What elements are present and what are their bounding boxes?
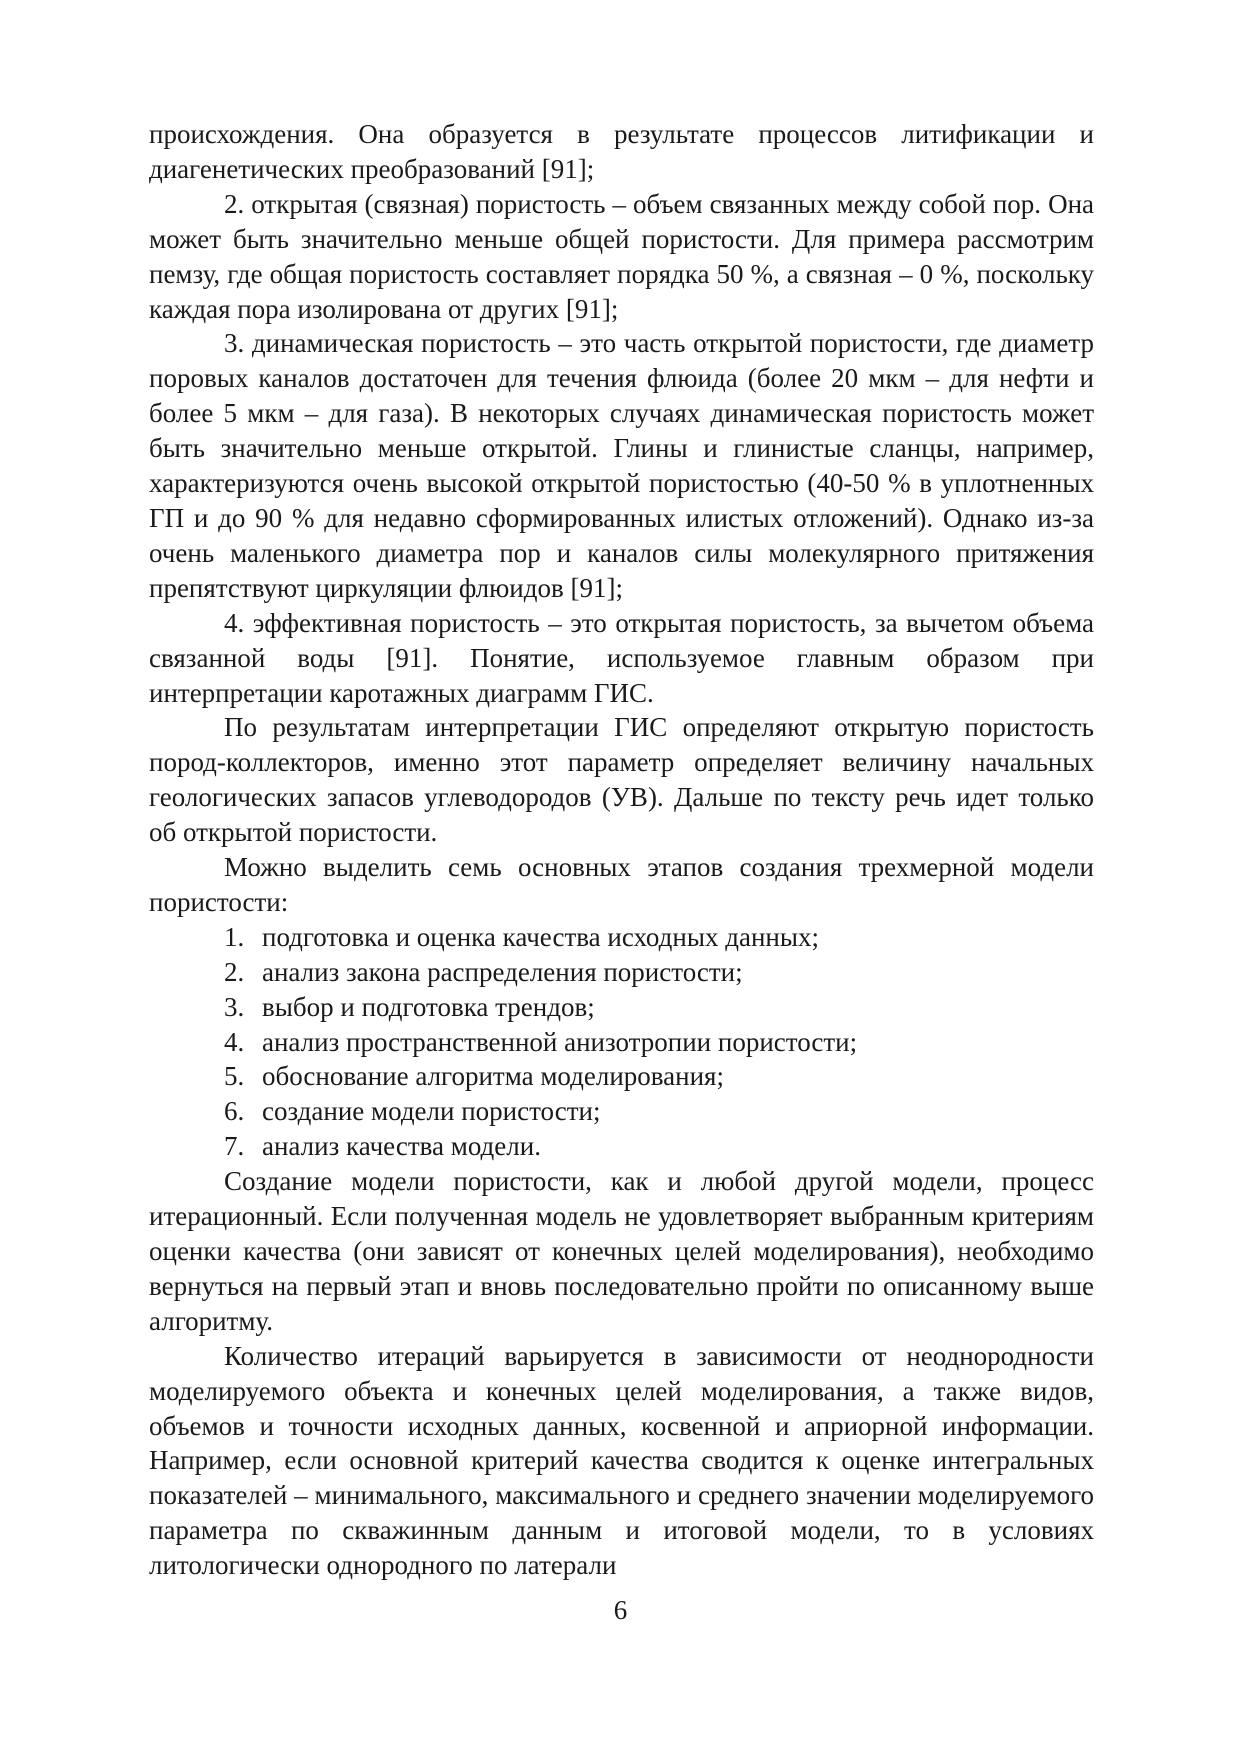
- paragraph-effective-porosity: 4. эффективная пористость – это открытая пористость, за вычетом объема связанной воды [91]. Понятие, используемое главным образом при интерпретации каротажных диаграмм ГИС.: [149, 607, 1094, 708]
- list-item-text: выбор и подготовка трендов;: [262, 991, 595, 1022]
- list-item-number: 1.: [224, 921, 245, 952]
- paragraph-iterative-process: Создание модели пористости, как и любой другой модели, процесс итерационный. Если полученная модель не удовлетворяет выбранным критериям оценки качества (они зависят от конечных целей моделирования), необходимо вернуться на первый этап и вновь последовательно пройти по описанному выше алгоритму.: [149, 1166, 1094, 1336]
- list-item-text: анализ качества модели.: [262, 1131, 541, 1162]
- list-item: [149, 990, 1094, 1025]
- list-item-text: подготовка и оценка качества исходных данных;: [262, 921, 819, 952]
- list-item: [149, 1025, 1094, 1060]
- list-item-number: 3.: [224, 991, 245, 1022]
- list-item: [149, 955, 1094, 990]
- list-item-number: 7.: [224, 1131, 245, 1162]
- list-item-number: 6.: [224, 1096, 245, 1127]
- list-item-text: обоснование алгоритма моделирования;: [262, 1061, 724, 1092]
- paragraph-continuation: происхождения. Она образуется в результате процессов литификации и диагенетических преобразований [91];: [149, 119, 1094, 184]
- list-item: [149, 1094, 1094, 1129]
- page-number: 6: [613, 1595, 628, 1625]
- list-item-text: создание модели пористости;: [262, 1096, 601, 1127]
- list-item-number: 2.: [224, 956, 245, 987]
- body-text: [149, 117, 1094, 1583]
- paragraph-stages-intro: Можно выделить семь основных этапов создания трехмерной модели пористости:: [149, 852, 1094, 917]
- list-item-text: анализ пространственной анизотропии пористости;: [262, 1026, 858, 1057]
- paragraph-iteration-count: Количество итераций варьируется в зависимости от неоднородности моделируемого объекта и конечных целей моделирования, а также видов, объемов и точности исходных данных, косвенной и априорной информации. Например, если основной критерий качества сводится к оценке интегральных показателей – минимального, максимального и среднего значении моделируемого параметра по скважинным данным и итоговой модели, то в условиях литологически однородного по латерали: [149, 1340, 1094, 1581]
- paragraph-open-porosity: 2. открытая (связная) пористость – объем связанных между собой пор. Она может быть значительно меньше общей пористости. Для примера рассмотрим пемзу, где общая пористость составляет порядка 50 %, а связная – 0 %, поскольку каждая пора изолирована от других [91];: [149, 188, 1094, 324]
- list-item: [149, 920, 1094, 955]
- list-item-number: 4.: [224, 1026, 245, 1057]
- paragraph-dynamic-porosity: 3. динамическая пористость – это часть открытой пористости, где диаметр поровых каналов достаточен для течения флюида (более 20 мкм – для нефти и более 5 мкм – для газа). В некоторых случаях динамическая пористость может быть значительно меньше открытой. Глины и глинистые сланцы, например, характеризуются очень высокой открытой пористостью (40-50 % в уплотненных ГП и до 90 % для недавно сформированных илистых отложений). Однако из-за очень маленького диаметра пор и каналов силы молекулярного притяжения препятствуют циркуляции флюидов [91];: [149, 328, 1094, 603]
- list-item-text: анализ закона распределения пористости;: [262, 956, 743, 987]
- paragraph-gis-interpretation: По результатам интерпретации ГИС определяют открытую пористость пород-коллекторов, именно этот параметр определяет величину начальных геологических запасов углеводородов (УВ). Дальше по тексту речь идет только об открытой пористости.: [149, 712, 1094, 848]
- list-item: [149, 1059, 1094, 1094]
- stages-list: [149, 920, 1094, 1164]
- list-item-number: 5.: [224, 1061, 245, 1092]
- list-item: [149, 1129, 1094, 1164]
